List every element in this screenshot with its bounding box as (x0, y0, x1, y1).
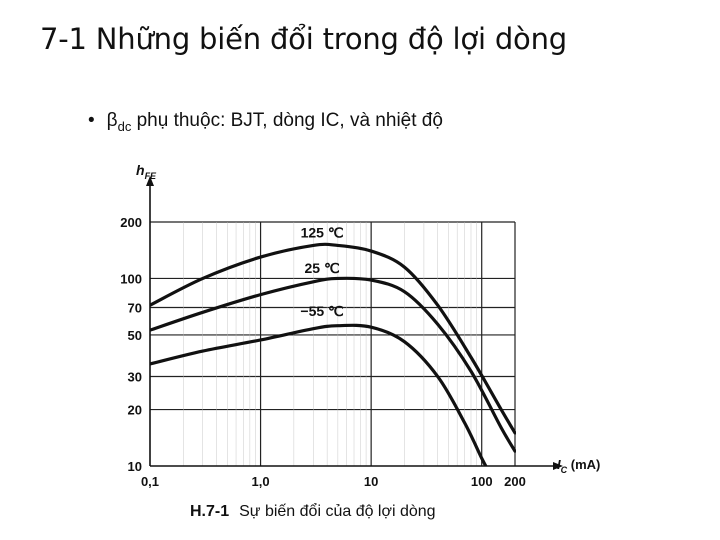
y-tick-label: 70 (127, 300, 142, 316)
series-label: 25 ℃ (304, 259, 340, 276)
figure-caption-text: Sự biến đổi của độ lợi dòng (239, 503, 436, 520)
y-tick-label: 30 (127, 369, 142, 385)
x-tick-label: 100 (470, 474, 493, 489)
y-axis-title: $h_{FE}$ (136, 162, 157, 181)
figure-caption (190, 503, 436, 521)
x-tick-label: 0,1 (140, 474, 160, 489)
y-tick-label: 10 (127, 459, 142, 474)
bullet-dot: • (88, 110, 95, 131)
figure-caption-label: H.7-1 (190, 503, 230, 520)
grid-layer (150, 222, 515, 466)
x-tick-label: 1,0 (251, 474, 270, 489)
x-axis-title: $I_C$ (mA) (557, 457, 601, 475)
slide-title: 7-1 Những biến đổi trong độ lợi dòng (40, 22, 567, 56)
x-tick-label: 200 (504, 474, 526, 489)
series-label: −55 ℃ (300, 303, 344, 320)
y-tick-label: 200 (120, 215, 142, 230)
series-line (150, 325, 490, 474)
bullet-text: phụ thuộc: BJT, dòng IC, và nhiệt độ (131, 110, 443, 131)
x-tick-label: 10 (363, 474, 379, 489)
beta-symbol: β (106, 110, 118, 131)
series-label: 125 ℃ (300, 224, 344, 241)
y-tick-label: 100 (120, 271, 142, 287)
beta-subscript: dc (117, 118, 132, 134)
y-tick-label: 50 (127, 327, 142, 343)
y-tick-label: 20 (127, 402, 142, 418)
